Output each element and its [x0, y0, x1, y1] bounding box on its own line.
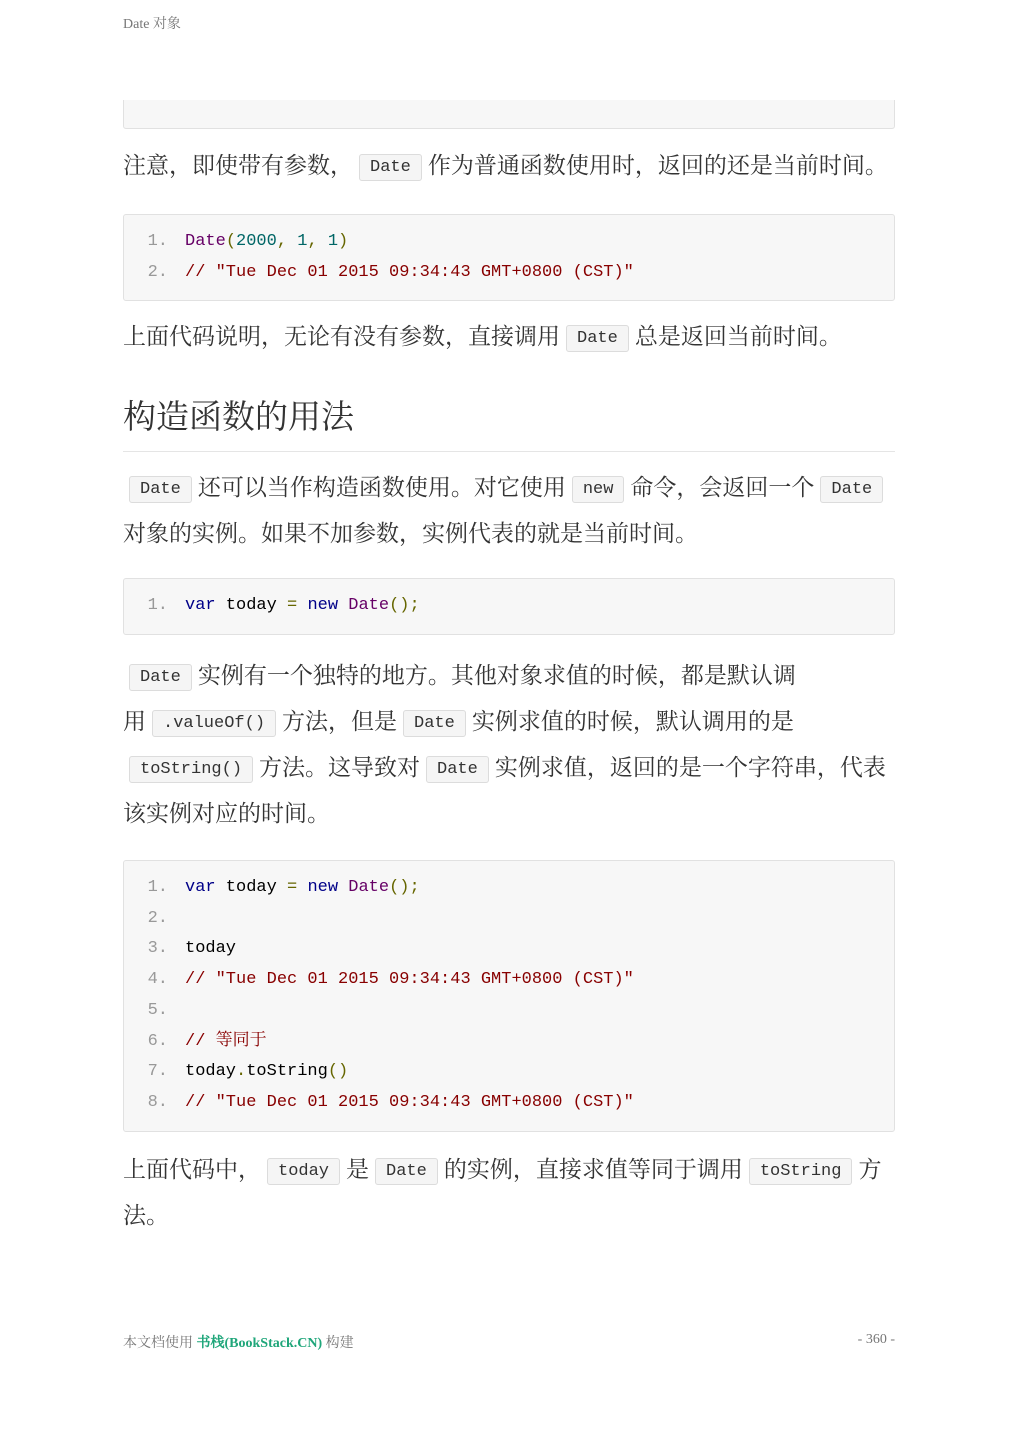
code-token: =: [287, 878, 298, 898]
line-number: 7.: [147, 1062, 168, 1082]
text: 对象的实例。如果不加参数，实例代表的就是当前时间。: [123, 521, 698, 548]
code-token: today: [185, 1062, 237, 1082]
code-token: =: [287, 596, 298, 616]
text: 方法。这导致对: [259, 755, 421, 782]
code-token: Date: [348, 878, 390, 898]
code-text: [185, 591, 420, 622]
line-number: 2.: [147, 262, 168, 282]
code-text: [185, 227, 348, 258]
code-line: [124, 873, 894, 904]
code-text: [185, 1088, 634, 1119]
line-number: 8.: [147, 1092, 168, 1112]
paragraph-summary: [123, 1149, 895, 1237]
code-token: [297, 878, 307, 897]
text: 总是返回当前时间。: [634, 324, 842, 351]
code-text: [185, 258, 634, 289]
inline-code: Date: [403, 710, 466, 737]
paragraph-note: [123, 145, 895, 191]
code-token: (: [225, 232, 237, 251]
code-block-2: [123, 578, 895, 635]
footer-brand-link[interactable]: 书栈(BookStack.CN): [196, 1336, 323, 1351]
text: 是: [346, 1156, 370, 1183]
code-token: // 等同于: [185, 1031, 267, 1051]
footer-prefix: 本文档使用: [123, 1336, 197, 1351]
code-token: Date: [348, 596, 390, 616]
code-token: var: [185, 878, 216, 898]
line-number: 5.: [147, 1000, 168, 1020]
inline-code: Date: [359, 154, 422, 181]
text: 实例求值，返回的是一个字符串，代表该实例对应的时间。: [123, 755, 886, 828]
code-text: [185, 934, 236, 965]
inline-code: toString(): [129, 756, 253, 783]
code-token: var: [185, 596, 216, 616]
text: 命令，会返回一个: [630, 475, 815, 502]
code-line: [124, 965, 894, 996]
text: 作为普通函数使用时，返回的还是当前时间。: [427, 153, 888, 179]
code-token: [297, 596, 307, 615]
text: 方法。: [123, 1156, 882, 1229]
inline-code: today: [267, 1158, 340, 1185]
code-line: [124, 591, 894, 622]
code-token: new: [307, 878, 339, 898]
line-number: 3.: [147, 939, 168, 959]
code-token: (): [327, 1062, 349, 1082]
code-line: [124, 934, 894, 965]
code-text: [185, 1057, 348, 1088]
line-number: 1.: [147, 878, 168, 898]
main-content: [123, 145, 895, 1237]
line-number: 2.: [147, 908, 168, 928]
inline-code: Date: [820, 476, 883, 503]
inline-code: Date: [129, 664, 192, 691]
previous-code-block-end: [123, 100, 895, 129]
code-text: [185, 1027, 267, 1058]
code-token: ,: [307, 232, 328, 251]
inline-code: Date: [426, 756, 489, 783]
inline-code: toString: [749, 1158, 853, 1185]
line-number: 4.: [147, 970, 168, 990]
code-line: [124, 1057, 894, 1088]
code-token: ();: [389, 878, 420, 898]
footer-suffix: 构建: [322, 1336, 354, 1351]
text: 还可以当作构造函数使用。对它使用: [197, 475, 566, 502]
code-token: // "Tue Dec 01 2015 09:34:43 GMT+0800 (CST)": [185, 262, 634, 282]
code-token: new: [307, 596, 339, 616]
page-footer: [123, 1332, 895, 1352]
text: 的实例，直接求值等同于调用: [443, 1156, 743, 1183]
code-token: 2000: [236, 232, 277, 251]
inline-code: Date: [566, 325, 629, 352]
code-line: [124, 1088, 894, 1119]
code-line: [124, 996, 894, 1027]
text: 实例有一个独特的地方。其他对象求值的时候，都是默认调用: [123, 663, 796, 736]
code-block-1: [123, 214, 895, 301]
inline-code: .valueOf(): [152, 710, 276, 737]
code-token: [338, 596, 348, 615]
text: 注意，即使带有参数，: [123, 153, 353, 179]
page-header: Date 对象: [123, 17, 181, 32]
code-text: [185, 965, 634, 996]
text: 方法，但是: [282, 709, 398, 736]
paragraph-explanation: [123, 316, 895, 362]
code-token: today: [185, 939, 237, 959]
line-number: 1.: [147, 232, 168, 251]
code-token: .: [236, 1062, 247, 1082]
section-heading: 构造函数的用法: [123, 395, 895, 452]
code-token: 1: [297, 232, 308, 251]
code-line: [124, 904, 894, 935]
code-line: [124, 258, 894, 289]
inline-code: new: [572, 476, 625, 503]
code-token: today: [215, 878, 288, 898]
code-token: 1: [327, 232, 339, 251]
code-token: Date: [185, 232, 226, 251]
inline-code: Date: [375, 1158, 438, 1185]
line-number: 1.: [147, 596, 168, 616]
text: 上面代码中，: [123, 1156, 261, 1183]
code-line: [124, 1027, 894, 1058]
code-text: [185, 873, 420, 904]
text: 实例求值的时候，默认调用的是: [471, 709, 794, 736]
page-number: - 360 -: [857, 1332, 895, 1347]
code-token: ,: [276, 232, 298, 251]
text: 上面代码说明，无论有没有参数，直接调用: [123, 324, 560, 351]
inline-code: Date: [129, 476, 192, 503]
code-line: [124, 227, 894, 258]
paragraph-instance: [123, 655, 895, 835]
code-token: ): [338, 232, 349, 251]
code-token: // "Tue Dec 01 2015 09:34:43 GMT+0800 (CST)": [185, 1092, 634, 1112]
code-token: toString: [246, 1062, 328, 1082]
paragraph-constructor: [123, 467, 895, 555]
code-token: [338, 878, 348, 897]
code-token: today: [215, 596, 288, 616]
code-token: // "Tue Dec 01 2015 09:34:43 GMT+0800 (CST)": [185, 970, 634, 990]
line-number: 6.: [147, 1031, 168, 1051]
code-token: ();: [389, 596, 420, 616]
code-block-3: [123, 860, 895, 1132]
